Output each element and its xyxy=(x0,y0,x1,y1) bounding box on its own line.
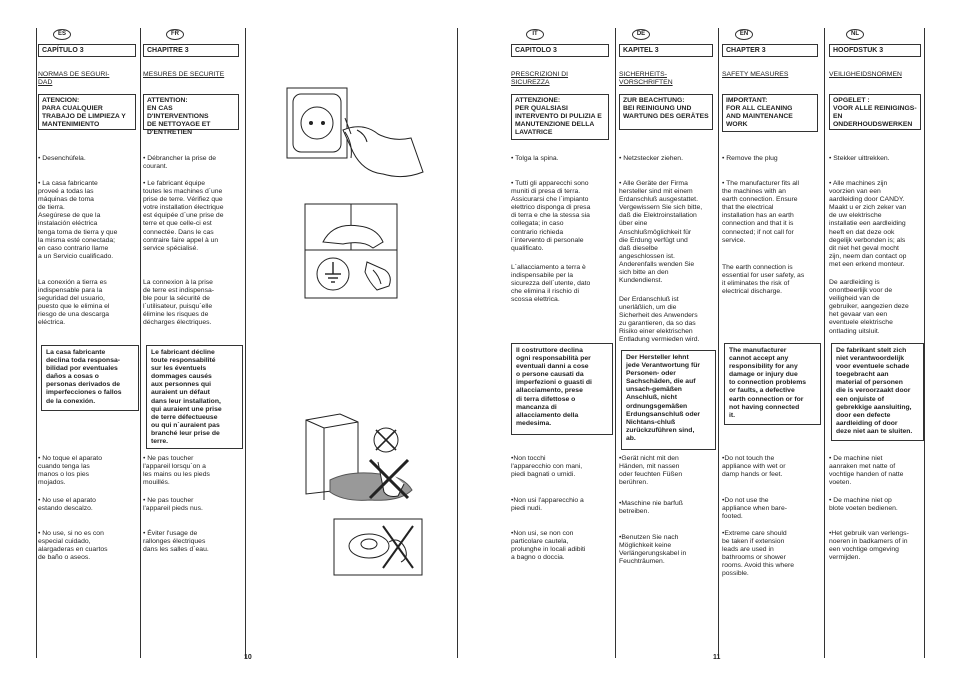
liability-disclaimer-box: De fabrikant stelt zich niet verantwoordelijk voor eventuele schade toegebracht aan material of personen die is veroorzaakt door een onjuiste of gebrekkige aansluiting, door een defecte aardleiding of door deze niet aan te sluiten. xyxy=(831,343,924,441)
instruction-unplug: • Débrancher la prise de courant. xyxy=(143,155,217,171)
language-badge: IT xyxy=(526,29,544,40)
earth-connection-note: Der Erdanschluß ist unerläßlich, um die Sicherheit des Anwenders zu garantieren, da so das Risiko einer elektrischen Entladung vermieden wird. xyxy=(619,296,700,344)
chapter-label: CAPITOLO 3 xyxy=(511,44,609,57)
page-right-border xyxy=(924,28,925,658)
instruction-wet-hands: • De machine niet aanraken met natte of vochtige handen of natte voeten. xyxy=(829,455,904,487)
attention-box: ATENCION: PARA CUALQUIER TRABAJO DE LIMPIEZA Y MANTENIMIENTO xyxy=(38,94,136,130)
liability-disclaimer-box: La casa fabricante declina toda responsa- bilidad por eventuales daños a cosas o personas derivados de imperfecciones o fallos de la conexión. xyxy=(41,345,139,411)
unplug-socket-illustration xyxy=(283,82,431,182)
attention-box: ATTENZIONE: PER QUALSIASI INTERVENTO DI PULIZIA E MANUTENZIONE DELLA LAVATRICE xyxy=(511,94,609,140)
column-divider xyxy=(615,28,616,658)
instruction-earth-connection: • Le fabricant équipe toutes les machines d`une prise de terre. Vérifiez que votre installation électrique est équipée d`une prise de terre et que celle-ci est connectée. Dans le cas contraire faire appel à un service spécialisé. xyxy=(143,180,224,252)
page-number-left: 10 xyxy=(244,654,252,661)
column-divider xyxy=(140,28,141,658)
section-heading: MESURES DE SECURITE xyxy=(143,71,225,78)
page-number-right: 11 xyxy=(713,654,721,661)
extension-lead-warning-illustration xyxy=(333,518,423,576)
earthed-plug-illustration xyxy=(303,202,403,304)
instruction-earth-connection: • Tutti gli apparecchi sono muniti di presa di terra. Assicurarsi che l`impianto elettrico disponga di presa di terra e che la stessa sia collegata; in caso contrario richieda l`intervento di personale qualificato. xyxy=(511,180,591,252)
instruction-unplug: • Remove the plug xyxy=(722,155,778,162)
liability-disclaimer-box: Le fabricant décline toute responsabilité sur les éventuels dommages causés aux personnes qui auraient un défaut dans leur installation, qui auraient une prise de terre défectueuse ou qui n`auraient pas branché leur prise de terre. xyxy=(146,345,243,449)
instruction-extension-leads: •Extreme care should be taken if extension leads are used in bathrooms or shower rooms. Avoid this where possible. xyxy=(722,530,795,578)
chapter-label: HOOFDSTUK 3 xyxy=(829,44,921,57)
page-spine-divider xyxy=(457,28,458,658)
instruction-extension-leads: •Non usi, se non con particolare cautela, prolunghe in locali adibiti a bagno o doccia. xyxy=(511,530,586,562)
language-badge: NL xyxy=(846,29,864,40)
section-heading: SAFETY MEASURES xyxy=(722,71,789,78)
language-badge: FR xyxy=(166,29,184,40)
section-heading: PRESCRIZIONI DI SICUREZZA xyxy=(511,71,569,87)
instruction-unplug: • Tolga la spina. xyxy=(511,155,559,162)
instruction-extension-leads: •Het gebruik van verlengs- noeren in badkamers of in een vochtige omgeving vermijden. xyxy=(829,530,909,562)
instruction-earth-connection: • La casa fabricante proveé a todas las máquinas de toma de tierra. Asegúrese de que la instalación eléctrica tenga toma de tierra y que la misma esté conectada; en caso contrario llame a un Servicio cualificado. xyxy=(38,180,118,260)
instruction-extension-leads: • Éviter l'usage de rallonges électriques dans les salles d`eau. xyxy=(143,530,209,554)
chapter-label: KAPITEL 3 xyxy=(619,44,713,57)
earth-connection-note: La connexion à la prise de terre est indispensa- ble pour la sécurité de l`utilisateur, puisqu`elle élimine les risques de décharges électriques. xyxy=(143,279,215,327)
section-heading: VEILIGHEIDSNORMEN xyxy=(829,71,902,78)
earth-connection-note: The earth connection is essential for user safety, as it eliminates the risk of electrical discharge. xyxy=(722,264,805,296)
chapter-label: CHAPTER 3 xyxy=(722,44,818,57)
instruction-wet-hands: •Non tocchi l'apparecchio con mani, piedi bagnati o umidi. xyxy=(511,455,583,479)
language-badge: EN xyxy=(735,29,753,40)
earth-connection-note: De aardleiding is onontbeerlijk voor de veiligheid van de gebruiker, aangezien deze het gevaar van een eventuele elektrische ontlading uitsluit. xyxy=(829,279,909,335)
instruction-wet-hands: •Gerät nicht mit den Händen, mit nassen oder feuchten Füßen berühren. xyxy=(619,455,683,487)
instruction-earth-connection: • Alle machines zijn voorzien van een aardleiding door CANDY. Maakt u er zich zeker van de uw elektrische installatie een aardleiding heeft en dat deze ook degelijk verbonden is; als dit niet het geval mocht zijn, neem dan contact op met een erkend monteur. xyxy=(829,180,907,268)
column-divider xyxy=(824,28,825,658)
section-heading: SICHERHEITS- VORSCHRIFTEN xyxy=(619,71,673,87)
instruction-earth-connection: • The manufacturer fits all the machines with an earth connection. Ensure that the electrical installation has an earth connection and that it is connected; if not call for service. xyxy=(722,180,800,244)
attention-box: ZUR BEACHTUNG: BEI REINIGUNG UND WARTUNG DES GERÄTES xyxy=(619,94,713,130)
chapter-label: CHAPITRE 3 xyxy=(143,44,239,57)
liability-disclaimer-box: Il costruttore declina ogni responsabilità per eventuali danni a cose o persone causati da imperfezioni o guasti di allacciamento, prese di terra difettose o mancanza di allacciamento della medesima. xyxy=(511,343,613,435)
column-divider xyxy=(245,28,246,658)
liability-disclaimer-box: Der Hersteller lehnt jede Verantwortung für Personen- oder Sachschäden, die auf unsach-gemäßen Anschluß, nicht ordnungsgemäßen Erdungsanschluß oder Nichtans-chluß zurückzuführen sind, ab. xyxy=(621,350,716,450)
language-badge: ES xyxy=(53,29,71,40)
instruction-barefoot: • No use el aparato estando descalzo. xyxy=(38,497,96,513)
column-divider xyxy=(718,28,719,658)
attention-box: OPGELET : VOOR ALLE REINIGINGS- EN ONDERHOUDSWERKEN xyxy=(829,94,921,130)
chapter-label: CAPÍTULO 3 xyxy=(38,44,136,57)
instruction-wet-hands: • No toque el aparato cuando tenga las manos o los pies mojados. xyxy=(38,455,102,487)
instruction-barefoot: •Maschine nie barfuß betreiben. xyxy=(619,500,683,516)
instruction-wet-hands: • Ne pas toucher l'appareil lorsqu`on a les mains ou les pieds mouillés. xyxy=(143,455,210,487)
wet-hands-feet-warning-illustration xyxy=(300,410,420,510)
instruction-extension-leads: •Benutzen Sie nach Möglichkeit keine Verlängerungskabel in Feuchträumen. xyxy=(619,534,687,566)
instruction-wet-hands: •Do not touch the appliance with wet or damp hands or feet. xyxy=(722,455,786,479)
attention-box: IMPORTANT: FOR ALL CLEANING AND MAINTENANCE WORK xyxy=(722,94,818,132)
language-badge: DE xyxy=(632,29,650,40)
earth-connection-note: La conexión a tierra es indispensable para la seguridad del usuario, puesto que le elimina el riesgo de una descarga eléctrica. xyxy=(38,279,110,327)
attention-box: ATTENTION: EN CAS D'INTERVENTIONS DE NETTOYAGE ET D'ENTRETIEN xyxy=(143,94,239,130)
instruction-barefoot: • De machine niet op blote voeten bedienen. xyxy=(829,497,898,513)
instruction-unplug: • Desenchúfela. xyxy=(38,155,86,162)
liability-disclaimer-box: The manufacturer cannot accept any responsibility for any damage or injury due to connection problems or faults, a defective earth connection or for not having connected it. xyxy=(724,343,821,425)
instruction-barefoot: •Do not use the appliance when bare- footed. xyxy=(722,497,787,521)
instruction-unplug: • Netzstecker ziehen. xyxy=(619,155,683,162)
earth-connection-note: L`allacciamento a terra è indispensabile per la sicurezza dell`utente, dato che elimina il rischio di scossa elettrica. xyxy=(511,264,591,304)
instruction-barefoot: •Non usi l'apparecchio a piedi nudi. xyxy=(511,497,584,513)
section-heading: NORMAS DE SEGURI- DAD xyxy=(38,71,110,87)
page-left-border xyxy=(36,28,37,658)
instruction-unplug: • Stekker uittrekken. xyxy=(829,155,890,162)
instruction-barefoot: • Ne pas toucher l'appareil pieds nus. xyxy=(143,497,203,513)
instruction-extension-leads: • No use, si no es con especial cuidado, alargaderas en cuartos de baño o aseos. xyxy=(38,530,108,562)
instruction-earth-connection: • Alle Geräte der Firma hersteller sind mit einem Erdanschluß ausgestattet. Vergewissern Sie sich bitte, daß die Elektroinstallation über eine Anschlußmöglichkeit für die Erdung verfügt und daß dieselbe angeschlossen ist. Anderenfalls wenden Sie sich bitte an den Kundendienst. xyxy=(619,180,703,285)
